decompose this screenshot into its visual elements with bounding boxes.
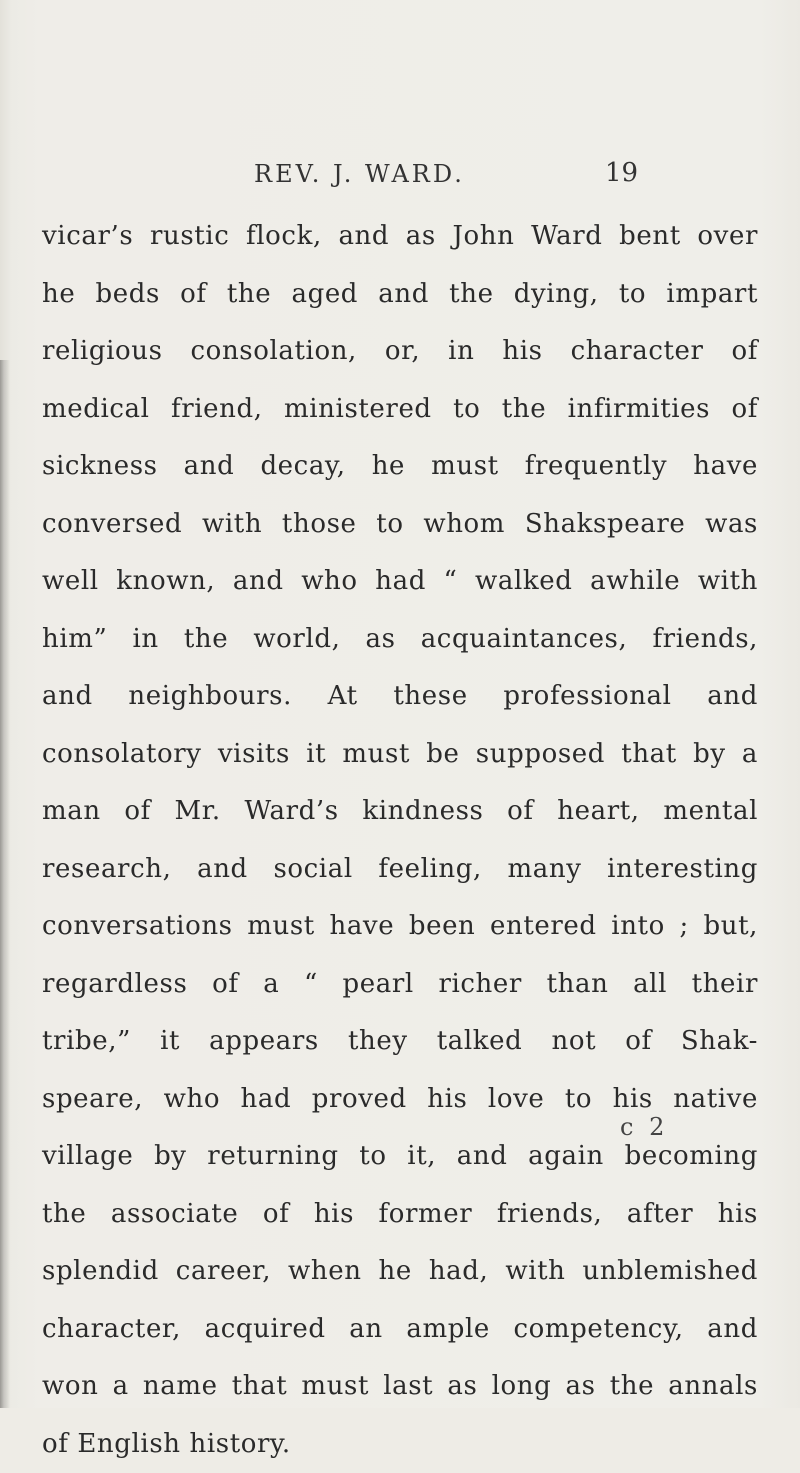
text-line: conversations must have been entered into ; but, <box>42 898 758 956</box>
page-number: 19 <box>605 158 638 188</box>
text-line: tribe,” it appears they talked not of Shak- <box>42 1013 758 1071</box>
text-line: the associate of his former friends, after his <box>42 1186 758 1244</box>
text-line: speare, who had proved his love to his native <box>42 1071 758 1129</box>
text-line: man of Mr. Ward’s kindness of heart, mental <box>42 783 758 841</box>
text-line: well known, and who had “ walked awhile with <box>42 553 758 611</box>
text-line: medical friend, ministered to the infirmities of <box>42 381 758 439</box>
text-line: and neighbours. At these professional and <box>42 668 758 726</box>
text-line: religious consolation, or, in his character of <box>42 323 758 381</box>
text-line: consolatory visits it must be supposed that by a <box>42 726 758 784</box>
text-line: regardless of a “ pearl richer than all their <box>42 956 758 1014</box>
text-line: of English history. <box>42 1416 758 1473</box>
text-line: character, acquired an ample competency, and <box>42 1301 758 1359</box>
text-line: research, and social feeling, many interesting <box>42 841 758 899</box>
text-line: splendid career, when he had, with unblemished <box>42 1243 758 1301</box>
body-text <box>42 208 758 1473</box>
text-line: vicar’s rustic flock, and as John Ward bent over <box>42 208 758 266</box>
signature-mark: c 2 <box>620 1113 668 1141</box>
page-header <box>0 160 800 200</box>
gutter-shadow <box>0 360 10 1408</box>
text-line: sickness and decay, he must frequently have <box>42 438 758 496</box>
text-line: conversed with those to whom Shakspeare was <box>42 496 758 554</box>
text-line: him” in the world, as acquaintances, friends, <box>42 611 758 669</box>
text-line: village by returning to it, and again becoming <box>42 1128 758 1186</box>
text-line: won a name that must last as long as the annals <box>42 1358 758 1416</box>
running-title: REV. J. WARD. <box>254 160 465 188</box>
text-line: he beds of the aged and the dying, to impart <box>42 266 758 324</box>
